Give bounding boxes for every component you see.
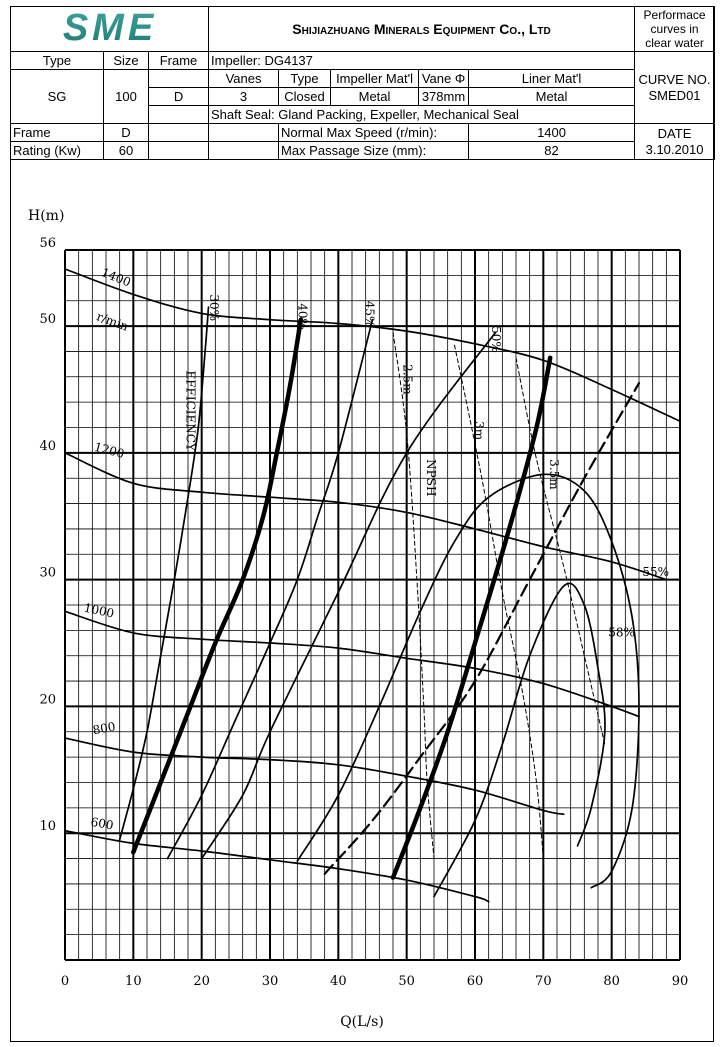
efficiency-label-30pct: 30%	[206, 294, 221, 322]
max-passage-label: Max Passage Size (mm):	[279, 142, 469, 160]
size-value: 100	[104, 70, 149, 124]
spec-header-table	[10, 6, 715, 160]
efficiency-label-55pct: 55%	[642, 564, 670, 579]
curve-no-cell	[635, 52, 715, 124]
y-tick-label: 50	[39, 312, 56, 328]
liner-mat-value: Metal	[469, 88, 635, 106]
curve-no-value: SMED01	[648, 87, 701, 103]
npsh-label: NPSH	[424, 459, 439, 497]
npsh-label-3m: 3m	[472, 421, 486, 441]
shaft-seal: Shaft Seal: Gland Packing, Expeller, Mechanical Seal	[209, 106, 635, 124]
x-tick-label: 10	[125, 974, 142, 989]
y-axis-label: H(m)	[28, 208, 65, 224]
curve-no-label: CURVE NO.	[638, 71, 711, 87]
rating-value: 60	[104, 142, 149, 160]
perf-note: Performace curves in clear water	[635, 7, 715, 52]
type-label: Type	[11, 52, 104, 70]
speed-label-1200: 1200	[92, 439, 126, 462]
efficiency-label-40pct: 40%	[295, 303, 310, 330]
performance-chart	[0, 200, 724, 1047]
date-label: DATE	[657, 125, 692, 141]
svg-text:SME: SME	[62, 7, 158, 47]
vane-dia-label: Vane Φ	[419, 70, 469, 88]
rating-label: Rating (Kw)	[11, 142, 104, 160]
date-value: 3.10.2010	[645, 141, 704, 157]
max-passage-value: 82	[469, 142, 635, 160]
speed-unit-label: r/min	[94, 309, 131, 334]
npsh-label-2.5m: 2.5m	[400, 364, 415, 395]
imp-type-value: Closed	[279, 88, 331, 106]
x-tick-label: 40	[330, 974, 347, 989]
frame2-label: Frame	[11, 124, 104, 142]
type-value: SG	[11, 70, 104, 124]
efficiency-label-45pct: 45%	[362, 300, 377, 328]
logo-cell	[11, 7, 209, 52]
y-tick-label: 10	[39, 819, 56, 835]
impeller-code: Impeller: DG4137	[209, 52, 635, 70]
x-tick-label: 0	[60, 974, 70, 989]
x-axis-label: Q(L/s)	[340, 1014, 384, 1030]
y-tick-label: 56	[39, 236, 56, 251]
imp-type-label: Type	[279, 70, 331, 88]
speed-label-800: 800	[91, 719, 117, 738]
efficiency-curve-40pct	[133, 320, 300, 853]
date-cell	[635, 124, 715, 160]
impeller-mat-label: Impeller Mat'l	[331, 70, 419, 88]
liner-mat-label: Liner Mat'l	[469, 70, 635, 88]
x-tick-label: 60	[466, 974, 484, 989]
speed-curve-1400	[65, 269, 680, 421]
x-tick-label: 80	[603, 974, 620, 989]
x-tick-label: 70	[535, 974, 552, 989]
x-tick-label: 30	[261, 974, 279, 989]
speed-curve-600	[65, 831, 489, 902]
vanes-value: 3	[209, 88, 279, 106]
y-tick-label: 40	[39, 438, 56, 454]
frame-label: Frame	[149, 52, 209, 70]
curves	[65, 269, 680, 902]
vanes-label: Vanes	[209, 70, 279, 88]
speed-label-1400: 1400	[99, 265, 133, 290]
efficiency-curve-dashed_limit	[325, 383, 639, 874]
frame-value: D	[149, 88, 209, 106]
efficiency-label-50pct: 50%	[489, 326, 504, 353]
sme-logo	[11, 7, 209, 47]
labels	[39, 236, 688, 989]
speed-label-600: 600	[89, 814, 115, 833]
max-speed-label: Normal Max Speed (r/min):	[279, 124, 469, 142]
npsh-label-3.5m: 3.5m	[547, 459, 562, 490]
x-tick-label: 50	[398, 974, 415, 989]
vane-dia-value: 378mm	[419, 88, 469, 106]
size-label: Size	[104, 52, 149, 70]
frame2-value: D	[104, 124, 149, 142]
y-tick-label: 20	[39, 692, 56, 708]
impeller-mat-value: Metal	[331, 88, 419, 106]
x-tick-label: 20	[193, 974, 210, 989]
x-tick-label: 90	[671, 974, 689, 989]
company-name: Shijiazhuang Minerals Equipment Co., Ltd	[209, 7, 635, 52]
y-tick-label: 30	[39, 565, 56, 581]
speed-label-1000: 1000	[82, 600, 116, 621]
max-speed-value: 1400	[469, 124, 635, 142]
grid-minor	[65, 250, 680, 960]
efficiency-label-58pct: 58%	[608, 625, 635, 640]
efficiency-label: EFFICIENCY	[183, 370, 198, 451]
